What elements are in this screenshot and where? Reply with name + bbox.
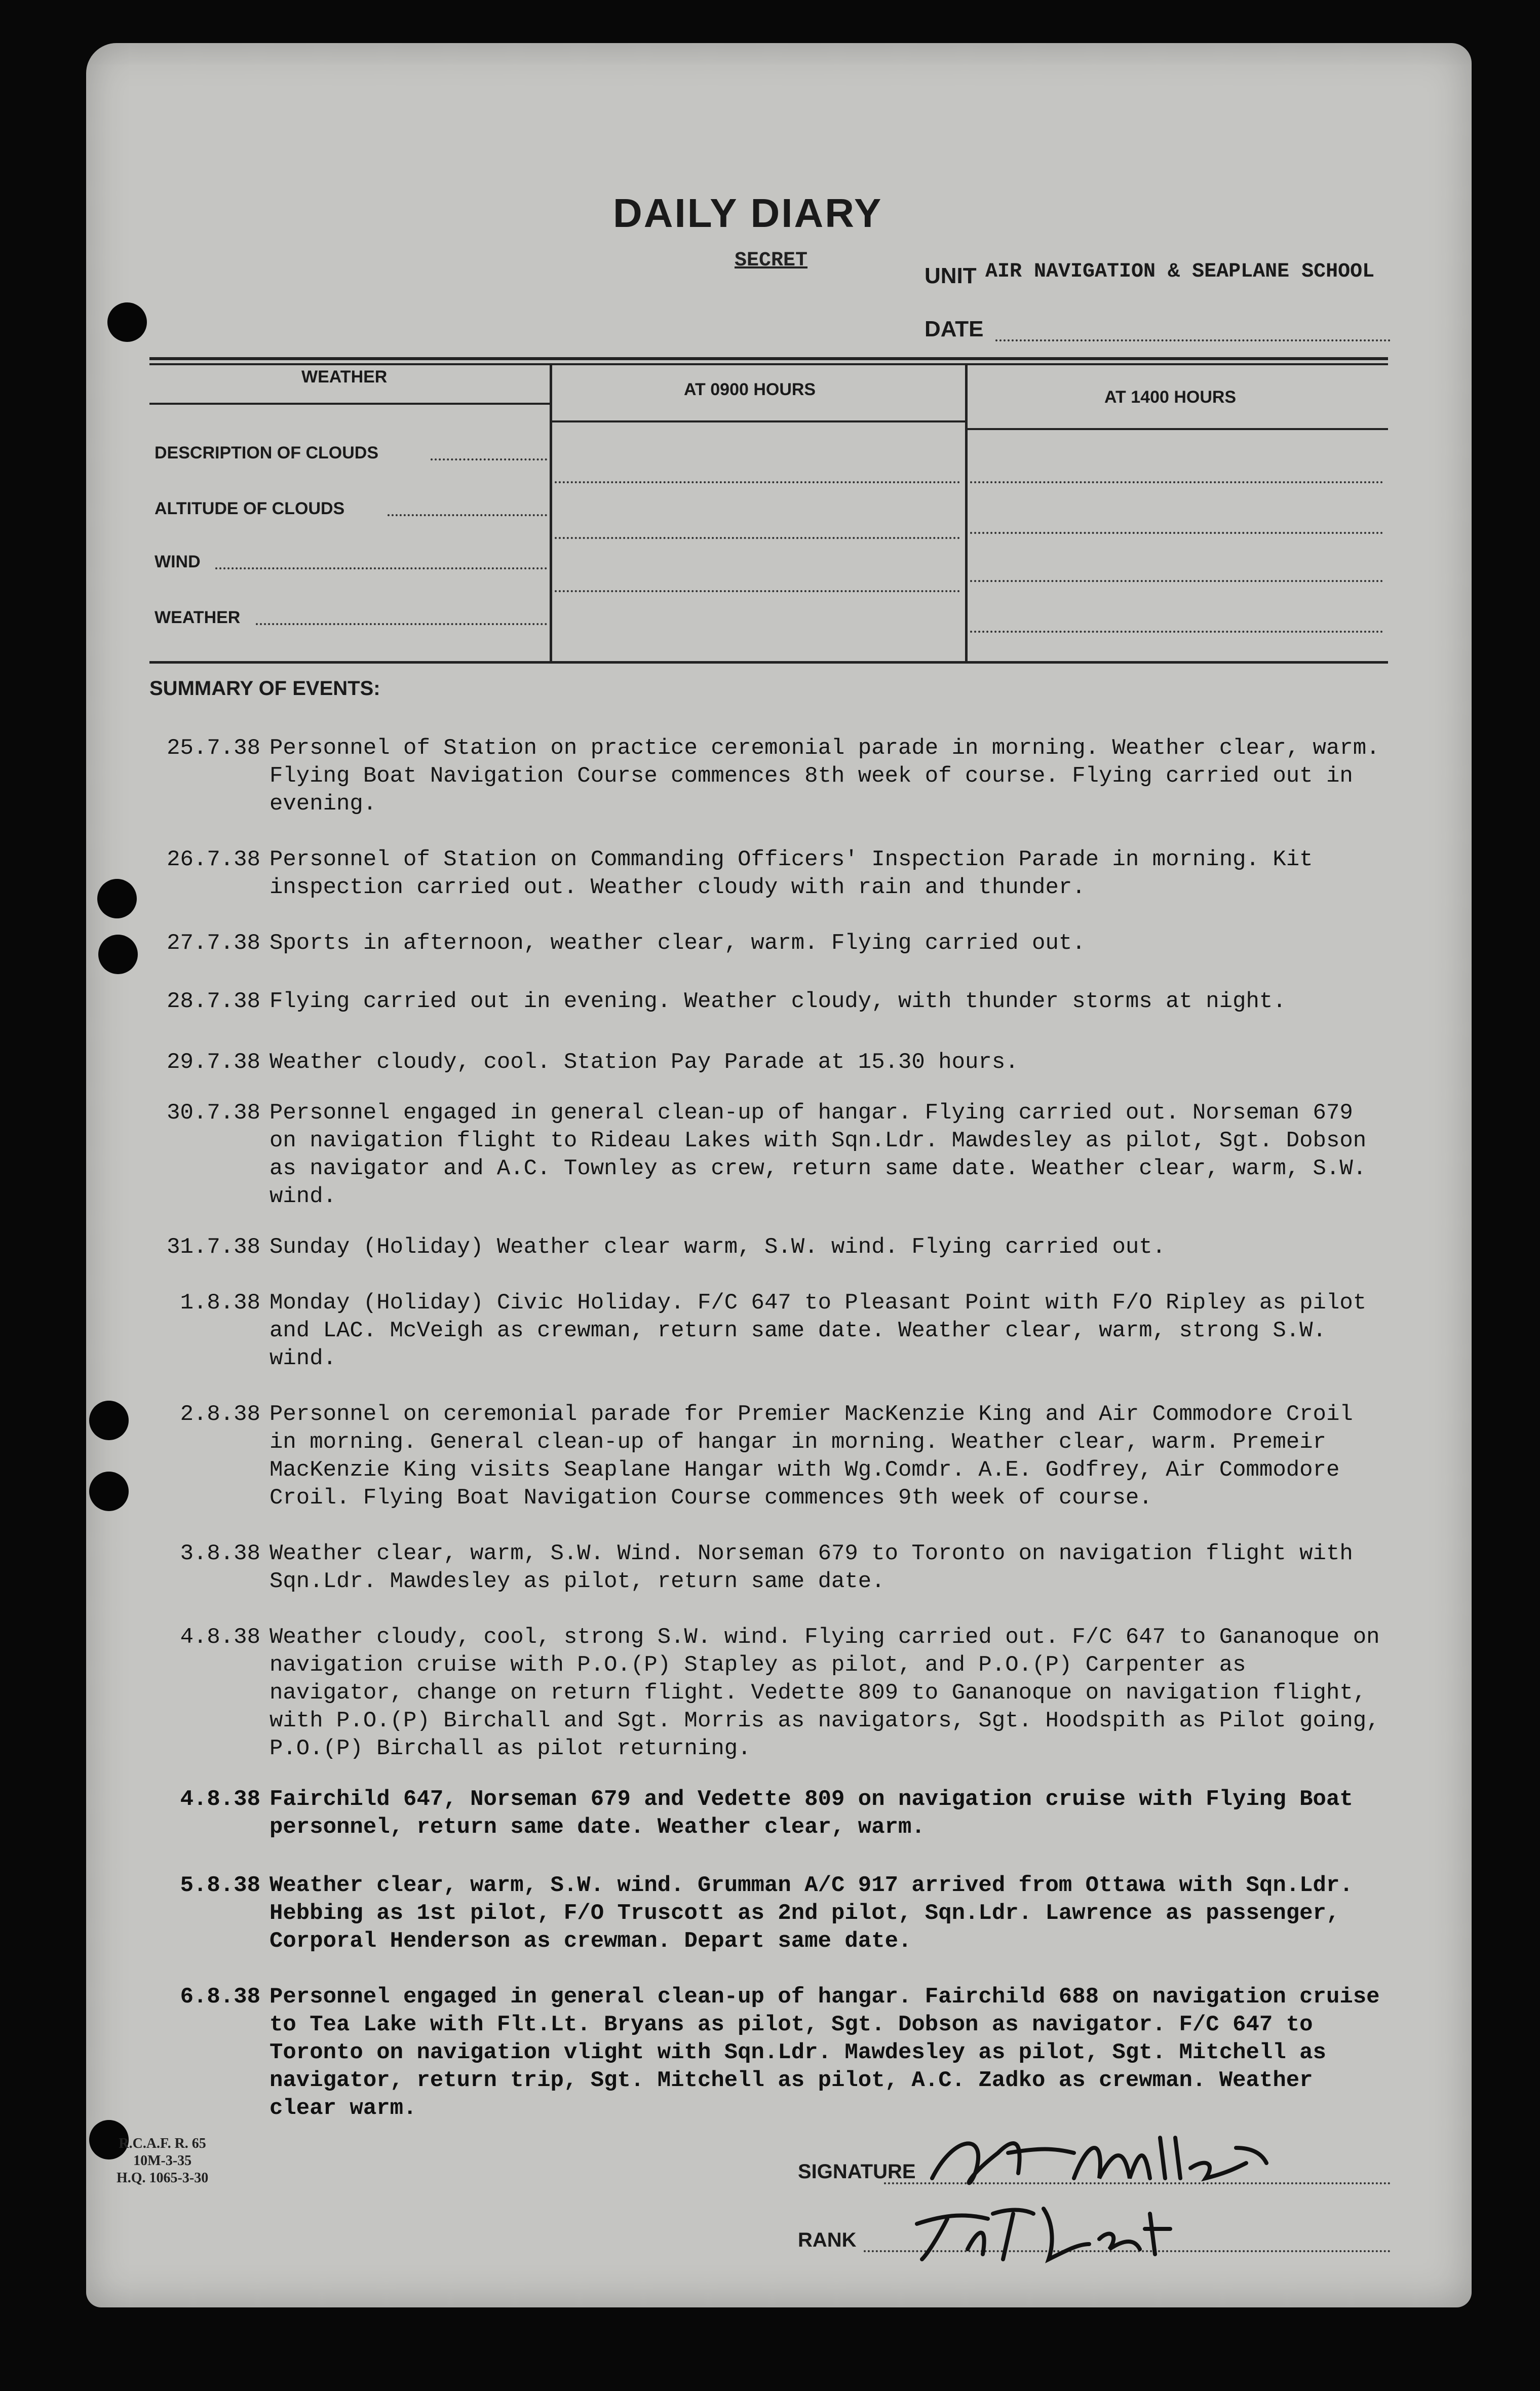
diary-entry <box>152 735 1388 818</box>
entry-text: Personnel of Station on practice ceremonial parade in morning. Weather clear, warm. Flying Boat Navigation Course commences 8th week of course. Flying carried out in evening. <box>270 736 1380 817</box>
dots <box>970 532 1383 534</box>
entry-date: 4.8.38 <box>180 1787 260 1812</box>
punch-hole <box>107 302 147 342</box>
dots <box>431 458 547 460</box>
diary-entry <box>152 846 1388 902</box>
entry-text: Weather clear, warm, S.W. Wind. Norseman 679 to Toronto on navigation flight with Sqn.Ldr. Mawdesley as pilot, return same date. <box>270 1541 1353 1594</box>
table-border <box>550 420 965 422</box>
entry-date: 2.8.38 <box>180 1402 260 1427</box>
diary-entry <box>152 1983 1388 2123</box>
form-reference-line: R.C.A.F. R. 65 <box>119 2136 206 2151</box>
entry-text: Weather cloudy, cool. Station Pay Parade at 15.30 hours. <box>270 1050 1019 1075</box>
punch-hole <box>97 879 137 918</box>
time-0900-column-header: AT 0900 HOURS <box>684 380 816 399</box>
dots <box>215 567 547 569</box>
dots <box>555 537 960 539</box>
table-border <box>149 357 1388 360</box>
unit-label: UNIT <box>925 263 977 288</box>
form-reference-line: H.Q. 1065-3-30 <box>117 2170 209 2186</box>
entry-text: Personnel on ceremonial parade for Premier MacKenzie King and Air Commodore Croil in morning. General clean-up of hangar in morning. Weather clear, warm. Premeir MacKenzie King visits Seaplane Hangar with Wg.Comdr. A.E. Godfrey, Air Commodore Croil. Flying Boat Navigation Course commences 9th week of course. <box>270 1402 1353 1511</box>
entry-text: Weather clear, warm, S.W. wind. Grumman A/C 917 arrived from Ottawa with Sqn.Ldr. Hebbing as 1st pilot, F/O Truscott as 2nd pilot, Sqn.Ldr. Lawrence as passenger, Corporal Henderson as crewman. Depart same date. <box>270 1873 1353 1954</box>
entry-date: 1.8.38 <box>180 1290 260 1316</box>
punch-hole <box>89 1472 129 1511</box>
entry-date: 25.7.38 <box>167 736 260 761</box>
entry-text: Sunday (Holiday) Weather clear warm, S.W. wind. Flying carried out. <box>270 1235 1166 1260</box>
dots <box>555 590 960 592</box>
table-border <box>149 661 1388 664</box>
diary-entry <box>152 1872 1388 1955</box>
weather-row-label: WEATHER <box>155 608 241 627</box>
dots <box>555 481 960 483</box>
diary-entry <box>152 1233 1388 1261</box>
weather-table <box>149 357 1388 664</box>
table-border <box>149 403 550 405</box>
diary-entry <box>152 1289 1388 1373</box>
date-field <box>995 339 1391 341</box>
entry-date: 26.7.38 <box>167 847 260 872</box>
entry-date: 4.8.38 <box>180 1625 260 1650</box>
diary-entry <box>152 1401 1388 1512</box>
classification-stamp: SECRET <box>735 249 808 272</box>
entry-date: 27.7.38 <box>167 931 260 956</box>
punch-hole <box>98 935 138 974</box>
rank-label: RANK <box>798 2229 857 2251</box>
entry-date: 31.7.38 <box>167 1235 260 1260</box>
entry-text: Personnel of Station on Commanding Officers' Inspection Parade in morning. Kit inspection carried out. Weather cloudy with rain and thunder. <box>270 847 1313 900</box>
date-label: DATE <box>925 317 984 341</box>
entry-date: 29.7.38 <box>167 1050 260 1075</box>
signature-label: SIGNATURE <box>798 2161 916 2183</box>
table-divider <box>550 363 552 662</box>
entry-date: 3.8.38 <box>180 1541 260 1566</box>
dots <box>970 580 1383 582</box>
dots <box>256 623 547 625</box>
entry-text: Personnel engaged in general clean-up of hangar. Flying carried out. Norseman 679 on navigation flight to Rideau Lakes with Sqn.Ldr. Mawdesley as pilot, Sgt. Dobson as navigator and A.C. Townley as crew, return same date. Weather clear, warm, S.W. wind. <box>270 1100 1367 1209</box>
handwritten-rank <box>907 2193 1190 2269</box>
diary-entry <box>152 930 1388 957</box>
weather-row-label: ALTITUDE OF CLOUDS <box>155 499 345 518</box>
entry-text: Weather cloudy, cool, strong S.W. wind. Flying carried out. F/C 647 to Gananoque on navigation cruise with P.O.(P) Stapley as pilot, and P.O.(P) Carpenter as navigator, change on return flight. Vedette 809 to Gananoque on navigation flight, with P.O.(P) Birchall and Sgt. Morris as navigators, Sgt. Hoodspith as Pilot going, P.O.(P) Birchall as pilot returning. <box>270 1625 1380 1761</box>
weather-row-label: DESCRIPTION OF CLOUDS <box>155 443 379 462</box>
diary-entry <box>152 1049 1388 1076</box>
form-reference <box>117 2135 208 2187</box>
entry-date: 28.7.38 <box>167 989 260 1014</box>
entry-date: 30.7.38 <box>167 1100 260 1126</box>
diary-entry <box>152 1624 1388 1763</box>
diary-entry <box>152 1786 1388 1841</box>
weather-row-label: WIND <box>155 552 201 571</box>
entry-text: Flying carried out in evening. Weather cloudy, with thunder storms at night. <box>270 989 1286 1014</box>
weather-column-header: WEATHER <box>301 367 388 387</box>
entry-text: Monday (Holiday) Civic Holiday. F/C 647 to Pleasant Point with F/O Ripley as pilot and LAC. McVeigh as crewman, return same date. Weather clear, warm, strong S.W. wind. <box>270 1290 1367 1371</box>
table-border <box>149 363 1388 365</box>
summary-heading: SUMMARY OF EVENTS: <box>149 677 380 700</box>
entry-date: 6.8.38 <box>180 1984 260 2010</box>
dots <box>970 481 1383 483</box>
dots <box>970 631 1383 633</box>
table-divider <box>965 363 968 662</box>
diary-entry <box>152 988 1388 1016</box>
entry-text: Personnel engaged in general clean-up of hangar. Fairchild 688 on navigation cruise to Tea Lake with Flt.Lt. Bryans as pilot, Sgt. Dobson as navigator. F/C 647 to Toronto on navigation vlight with Sqn.Ldr. Mawdesley as pilot, Sgt. Mitchell as navigator, return trip, Sgt. Mitchell as pilot, A.C. Zadko as crewman. Weather clear warm. <box>270 1984 1380 2121</box>
page-title: DAILY DIARY <box>613 190 883 236</box>
entry-text: Fairchild 647, Norseman 679 and Vedette 809 on navigation cruise with Flying Boat personnel, return same date. Weather clear, warm. <box>270 1787 1353 1840</box>
form-reference-line: 10M-3-35 <box>133 2153 192 2169</box>
handwritten-signature <box>922 2117 1277 2199</box>
diary-entry <box>152 1099 1388 1211</box>
entry-text: Sports in afternoon, weather clear, warm. Flying carried out. <box>270 931 1086 956</box>
dots <box>388 514 547 516</box>
table-border <box>965 428 1388 430</box>
entry-date: 5.8.38 <box>180 1873 260 1898</box>
time-1400-column-header: AT 1400 HOURS <box>1104 388 1237 407</box>
punch-hole <box>89 1401 129 1440</box>
unit-value: AIR NAVIGATION & SEAPLANE SCHOOL <box>985 260 1375 283</box>
diary-entry <box>152 1540 1388 1596</box>
